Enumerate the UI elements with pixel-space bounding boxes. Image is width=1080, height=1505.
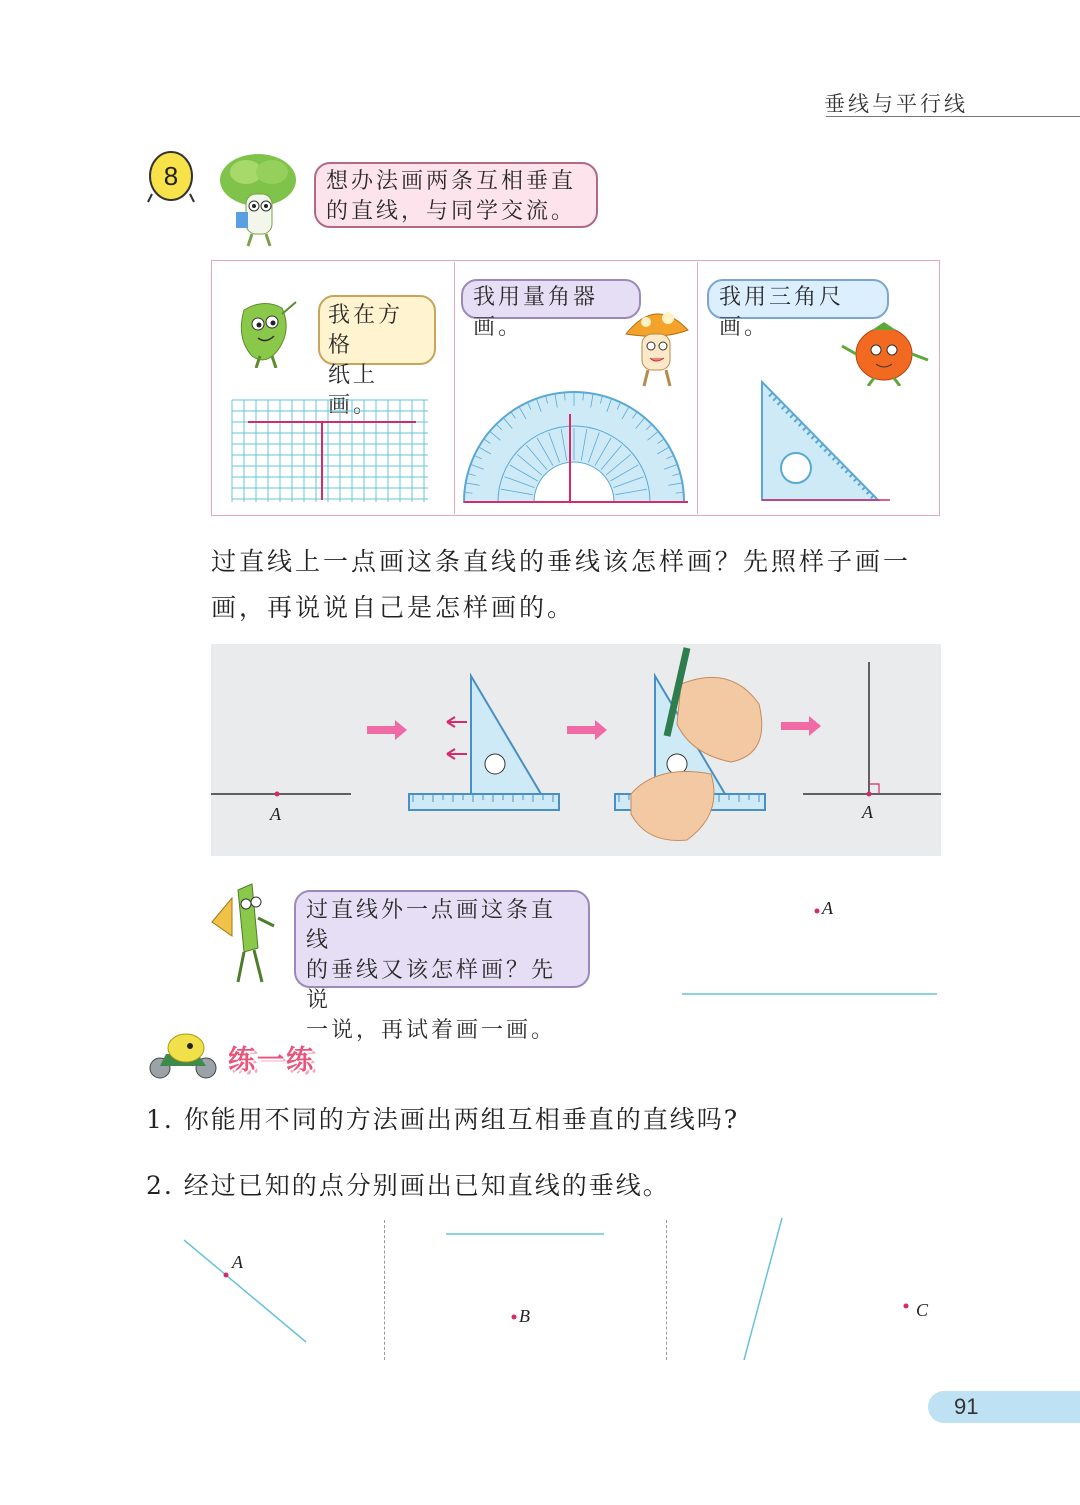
section-title: 垂线与平行线 — [824, 92, 968, 116]
exercise-figure-a — [180, 1236, 310, 1346]
steps-illustration — [211, 644, 941, 856]
mushroom-mascot-icon — [622, 300, 692, 392]
intro-line-2: 的直线，与同学交流。 — [326, 199, 577, 224]
point-label-a-outside: A — [822, 898, 833, 918]
point-label-a-exercise: A — [232, 1252, 243, 1272]
intro-line-1: 想办法画两条互相垂直 — [326, 169, 577, 194]
point-label-c-exercise: C — [916, 1300, 929, 1320]
practice-item-1: 1. 你能用不同的方法画出两组互相垂直的直线吗? — [146, 1105, 740, 1134]
grid-lines — [232, 400, 428, 502]
exercise-divider — [666, 1220, 667, 1360]
header-rule — [826, 116, 1080, 117]
point-label-a-step4: A — [862, 802, 873, 822]
intro-speech-bubble — [314, 162, 598, 228]
question-line-1: 过直线上一点画这条直线的垂线该怎样画？先照样子画一 — [211, 547, 912, 576]
grid-method-bubble — [318, 295, 436, 418]
panel-divider — [454, 262, 455, 514]
outside-point-diagram — [680, 900, 940, 1000]
set-square-method-bubble: 我用三角尺画。 — [707, 279, 889, 319]
point-label-a-step1: A — [270, 804, 281, 824]
example-number: 8 — [163, 161, 179, 191]
lemon-motorbike-icon — [144, 1030, 226, 1080]
outside-point-bubble — [294, 890, 590, 1043]
pencil-mascot-icon — [208, 878, 288, 988]
grid-method-line-1: 我在方格 — [328, 303, 404, 358]
exercise-divider — [384, 1220, 385, 1360]
grid-paper-drawing — [228, 396, 430, 504]
practice-title: 练一练 — [228, 1045, 315, 1076]
practice-item-2: 2. 经过已知的点分别画出已知直线的垂线。 — [146, 1171, 670, 1200]
page-number: 91 — [954, 1394, 979, 1419]
protractor-drawing — [460, 384, 692, 506]
tomato-mascot-icon — [838, 316, 932, 386]
point-label-b-exercise: B — [519, 1306, 530, 1326]
outside-point-line-1: 过直线外一点画这条直线 — [306, 898, 557, 953]
example-number-badge — [146, 148, 198, 204]
pepper-mascot-icon — [230, 290, 300, 368]
question-line-2: 画，再说说自己是怎样画的。 — [211, 593, 576, 622]
panel-divider — [697, 262, 698, 514]
page-number-bar — [928, 1391, 1080, 1423]
protractor-method-bubble: 我用量角器画。 — [461, 279, 641, 319]
outside-point-line-3: 一说，再试着画一画。 — [306, 1018, 557, 1043]
grid-method-line-2: 纸上画。 — [328, 363, 379, 418]
outside-point-line-2: 的垂线又该怎样画？先说 — [306, 958, 557, 1013]
set-square-drawing — [756, 378, 892, 504]
cabbage-mascot-icon — [216, 150, 302, 248]
exercise-figure-c — [740, 1214, 940, 1364]
